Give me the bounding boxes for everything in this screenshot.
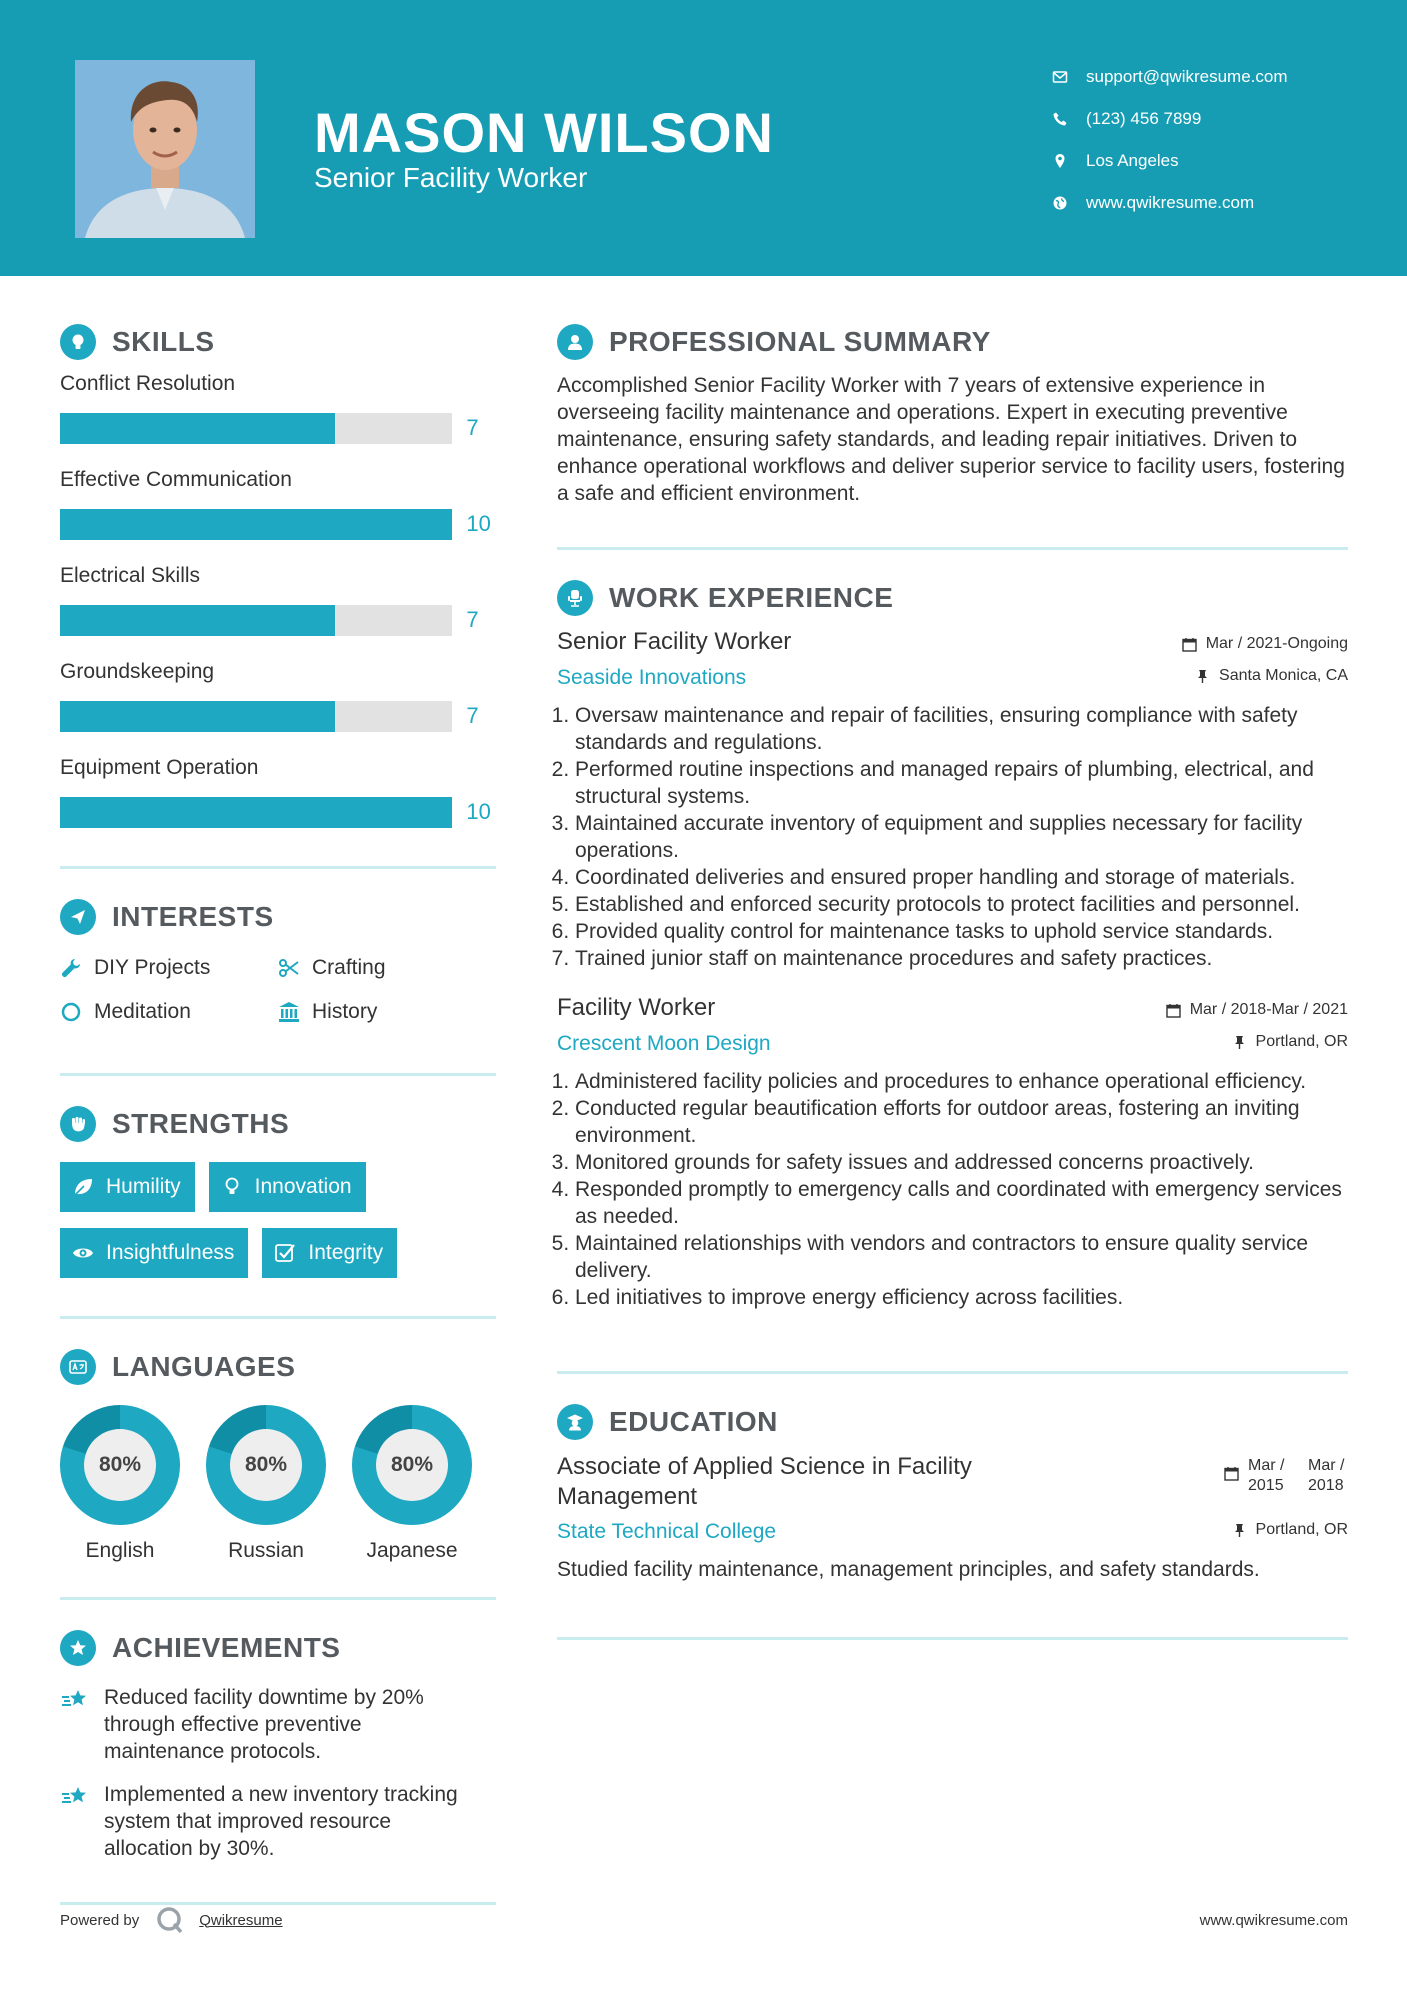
strength-tag: [60, 1228, 248, 1278]
achievement-text: Reduced facility downtime by 20% through effective preventive maintenance protocols.: [104, 1686, 424, 1763]
strengths-list: [60, 1162, 496, 1278]
edu-location-text: Portland, OR: [1255, 1521, 1348, 1538]
job-company: Seaside Innovations: [557, 666, 747, 689]
edu-degree: Associate of Applied Science in Facility Management: [557, 1453, 972, 1510]
job-location-text: Portland, OR: [1255, 1033, 1348, 1050]
resume-header: [0, 0, 1407, 276]
summary-heading: [557, 322, 1348, 362]
skill-item: [60, 660, 496, 746]
strengths-heading: [60, 1104, 496, 1144]
job-bullet: 3. Maintained accurate inventory of equipment and supplies necessary for facility operations.: [575, 810, 1348, 864]
paper-plane-icon: [60, 899, 96, 935]
job-bullet: 6. Provided quality control for maintenance tasks to uphold service standards.: [575, 918, 1348, 945]
skill-bar: [60, 701, 452, 732]
job-bullet: 6. Led initiatives to improve energy efficiency across facilities.: [575, 1284, 1348, 1311]
interest-item: [278, 997, 496, 1027]
section-divider: [557, 1371, 1348, 1374]
edu-end-year: 2018: [1308, 1477, 1344, 1494]
contact-website-text: www.qwikresume.com: [1086, 193, 1255, 212]
job-bullet: 5. Maintained relationships with vendors and contractors to ensure quality service delivery.: [575, 1230, 1348, 1284]
interest-label: DIY Projects: [94, 956, 211, 979]
skill-item: [60, 756, 496, 842]
skills-list: [60, 372, 496, 842]
job-bullet: 2. Conducted regular beautification efforts for outdoor areas, fostering an inviting environment.: [575, 1095, 1348, 1149]
skill-value: 10: [466, 799, 491, 824]
bank-icon: [278, 1001, 300, 1023]
job-bullet: 2. Performed routine inspections and managed repairs of plumbing, electrical, and structural systems.: [575, 756, 1348, 810]
education-heading: [557, 1402, 1348, 1442]
summary-title: PROFESSIONAL SUMMARY: [609, 326, 991, 357]
language-percent: 80%: [230, 1429, 302, 1501]
edu-location: [1232, 1514, 1348, 1546]
section-divider: [557, 1637, 1348, 1640]
powered-by: [60, 1905, 283, 1935]
translate-icon: [60, 1349, 96, 1385]
strength-label: Humility: [106, 1175, 181, 1198]
contact-list: [1050, 56, 1288, 224]
fist-icon: [60, 1106, 96, 1142]
interest-label: Meditation: [94, 1000, 191, 1023]
job-dates: [1166, 994, 1348, 1026]
job-company: Crescent Moon Design: [557, 1032, 771, 1055]
skill-value: 10: [466, 511, 491, 536]
interest-item: [60, 953, 278, 983]
language-item: [60, 1405, 180, 1563]
language-item: [206, 1405, 326, 1563]
summary-text: Accomplished Senior Facility Worker with 7 years of extensive experience in overseeing facility maintenance and operations. Expert in executing preventive maintenance, ensuring safety standards, and leading repair initiatives. Driven to enhance operational workflows and deliver superior service to facility users, fostering a safe and efficient environment.: [557, 374, 1345, 505]
experience-heading: [557, 578, 1348, 618]
pushpin-icon: [1195, 669, 1210, 684]
job-entry: [557, 994, 1348, 1311]
skill-bar: [60, 509, 452, 540]
graduate-icon: [557, 1404, 593, 1440]
experience-title: WORK EXPERIENCE: [609, 582, 894, 613]
section-divider: [60, 1597, 496, 1600]
skill-bar: [60, 605, 452, 636]
education-title: EDUCATION: [609, 1406, 778, 1437]
map-pin-icon: [1050, 151, 1070, 171]
strength-tag: [209, 1162, 366, 1212]
candidate-title: Senior Facility Worker: [314, 162, 588, 193]
strength-label: Insightfulness: [106, 1241, 235, 1264]
job-dates-text: Mar / 2018-Mar / 2021: [1189, 1001, 1348, 1018]
languages-list: [60, 1405, 496, 1563]
job-dates: [1182, 628, 1348, 660]
calendar-icon: [1166, 1003, 1181, 1018]
job-title: Senior Facility Worker: [557, 628, 792, 655]
language-donut: [206, 1405, 326, 1525]
profile-photo-illustration: [75, 60, 255, 238]
job-bullets: [557, 702, 1348, 972]
interests-heading: [60, 897, 496, 937]
interest-item: [278, 953, 496, 983]
language-name: Japanese: [366, 1539, 458, 1562]
languages-title: LANGUAGES: [112, 1351, 296, 1382]
job-location: [1232, 1026, 1348, 1058]
section-divider: [60, 866, 496, 869]
job-bullet: 1. Oversaw maintenance and repair of facilities, ensuring compliance with safety standards and regulations.: [575, 702, 1348, 756]
footer: [60, 1900, 1348, 1940]
skill-bar-fill: [60, 701, 335, 732]
skill-value: 7: [466, 415, 479, 440]
job-location-text: Santa Monica, CA: [1219, 667, 1348, 684]
skill-value: 7: [466, 607, 479, 632]
skill-bar: [60, 797, 452, 828]
wrench-icon: [60, 957, 82, 979]
lightbulb-icon: [60, 324, 96, 360]
contact-email-text: support@qwikresume.com: [1086, 67, 1288, 86]
job-dates-text: Mar / 2021-Ongoing: [1205, 635, 1348, 652]
achievements-heading: [60, 1628, 496, 1668]
edu-dates: [1224, 1456, 1348, 1496]
job-entry: [557, 628, 1348, 972]
skill-item: [60, 468, 496, 554]
strength-tag: [60, 1162, 195, 1212]
edu-school: State Technical College: [557, 1520, 777, 1543]
achievements-title: ACHIEVEMENTS: [112, 1632, 341, 1663]
brand-link[interactable]: Qwikresume: [199, 1911, 283, 1929]
calendar-icon: [1224, 1466, 1239, 1481]
languages-heading: [60, 1347, 496, 1387]
language-percent: 80%: [376, 1429, 448, 1501]
pushpin-icon: [1232, 1523, 1247, 1538]
achievement-item: [60, 1684, 496, 1765]
skills-title: SKILLS: [112, 326, 215, 357]
profile-photo: [75, 60, 255, 238]
language-percent: 80%: [84, 1429, 156, 1501]
job-location: [1195, 660, 1348, 692]
edu-start-month: Mar /: [1248, 1457, 1285, 1474]
strengths-title: STRENGTHS: [112, 1108, 290, 1139]
achievement-item: [60, 1781, 496, 1862]
calendar-icon: [1182, 637, 1197, 652]
contact-email[interactable]: [1050, 56, 1288, 98]
strength-tag: [262, 1228, 397, 1278]
office-chair-icon: [557, 580, 593, 616]
edu-description: Studied facility maintenance, management principles, and safety standards.: [557, 1558, 1260, 1581]
contact-phone[interactable]: [1050, 98, 1288, 140]
skill-name: Groundskeeping: [60, 660, 215, 683]
envelope-icon: [1050, 67, 1070, 87]
strength-label: Integrity: [308, 1241, 384, 1264]
job-bullet: 4. Responded promptly to emergency calls and coordinated with emergency services as needed.: [575, 1176, 1348, 1230]
interest-label: Crafting: [312, 956, 386, 979]
contact-website[interactable]: [1050, 182, 1288, 224]
skill-name: Equipment Operation: [60, 756, 259, 779]
circle-icon: [60, 1001, 82, 1023]
powered-by-text: Powered by: [60, 1911, 140, 1929]
job-bullet: 7. Trained junior staff on maintenance procedures and safety practices.: [575, 945, 1348, 972]
interest-label: History: [312, 1000, 378, 1023]
lightbulb-icon: [221, 1176, 243, 1198]
interest-item: [60, 997, 278, 1027]
star-badge-icon: [60, 1630, 96, 1666]
job-bullet: 3. Monitored grounds for safety issues and addressed concerns proactively.: [575, 1149, 1348, 1176]
skills-heading: [60, 322, 496, 362]
job-bullet: 5. Established and enforced security protocols to protect facilities and personnel.: [575, 891, 1348, 918]
language-donut: [352, 1405, 472, 1525]
skill-bar: [60, 413, 452, 444]
skill-value: 7: [466, 703, 479, 728]
job-bullet: 1. Administered facility policies and procedures to enhance operational efficiency.: [575, 1068, 1348, 1095]
section-divider: [60, 1073, 496, 1076]
eye-icon: [72, 1242, 94, 1264]
qwikresume-logo-icon: [155, 1905, 185, 1935]
achievement-text: Implemented a new inventory tracking system that improved resource allocation by 30%.: [104, 1783, 458, 1860]
language-item: [352, 1405, 472, 1563]
phone-icon: [1050, 109, 1070, 129]
skill-item: [60, 372, 496, 458]
check-square-icon: [274, 1242, 296, 1264]
leaf-icon: [72, 1176, 94, 1198]
pushpin-icon: [1232, 1035, 1247, 1050]
globe-icon: [1050, 193, 1070, 213]
interests-list: [60, 953, 496, 1027]
skill-item: [60, 564, 496, 650]
skill-bar-fill: [60, 797, 452, 828]
language-donut: [60, 1405, 180, 1525]
skill-name: Conflict Resolution: [60, 372, 236, 395]
contact-location-text: Los Angeles: [1086, 151, 1179, 170]
user-icon: [557, 324, 593, 360]
job-bullet: 4. Coordinated deliveries and ensured proper handling and storage of materials.: [575, 864, 1348, 891]
footer-website[interactable]: www.qwikresume.com: [1199, 1911, 1348, 1929]
section-divider: [557, 547, 1348, 550]
scissors-icon: [278, 957, 300, 979]
section-divider: [60, 1316, 496, 1319]
edu-start-year: 2015: [1248, 1477, 1284, 1494]
edu-end-month: Mar /: [1308, 1457, 1345, 1474]
language-name: Russian: [228, 1539, 304, 1562]
left-column: [60, 322, 496, 1905]
candidate-name: MASON WILSON: [314, 101, 774, 164]
right-column: [557, 322, 1348, 1640]
job-title: Facility Worker: [557, 994, 716, 1021]
skill-bar-fill: [60, 605, 335, 636]
contact-location: [1050, 140, 1288, 182]
skill-name: Electrical Skills: [60, 564, 201, 587]
shooting-star-icon: [60, 1686, 90, 1716]
shooting-star-icon: [60, 1783, 90, 1813]
language-name: English: [85, 1539, 155, 1562]
strength-label: Innovation: [254, 1175, 352, 1198]
contact-phone-text: (123) 456 7899: [1086, 109, 1202, 128]
skill-bar-fill: [60, 509, 452, 540]
interests-title: INTERESTS: [112, 901, 274, 932]
job-bullets: [557, 1068, 1348, 1311]
skill-name: Effective Communication: [60, 468, 292, 491]
skill-bar-fill: [60, 413, 335, 444]
